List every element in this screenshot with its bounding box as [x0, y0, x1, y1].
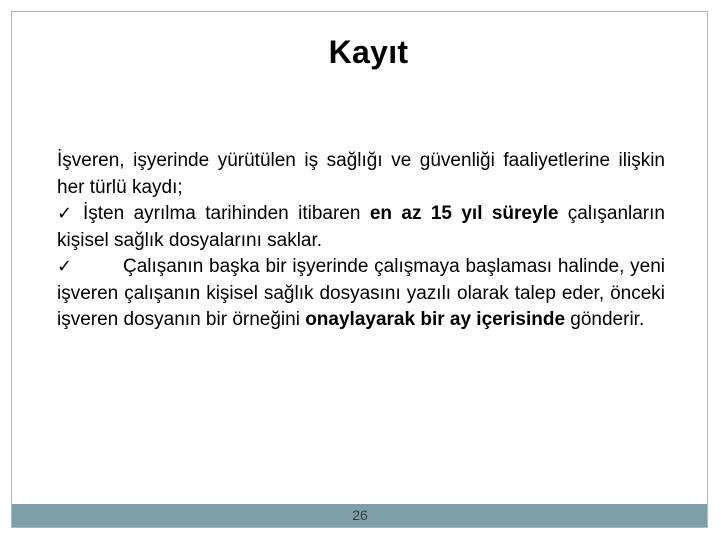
bullet-1-text: İşten ayrılma tarihinden itibaren [83, 203, 370, 224]
bullet-2-bold-text: onaylayarak bir ay içerisinde [305, 309, 566, 330]
bullet-2-text-end: gönderir. [565, 309, 645, 330]
intro-paragraph: İşveren, işyerinde yürütülen iş sağlığı ve güvenliği faaliyetlerine ilişkin her türlü kaydı; [57, 150, 665, 198]
bullet-1-bold-text: en az 15 yıl süreyle [369, 203, 559, 224]
page-number: 26 [352, 507, 368, 523]
slide-title: Kayıt [328, 34, 409, 70]
bullet-1-text-end: çalışanların kişisel sağlık dosyalarını saklar. [57, 203, 665, 251]
checkmark-icon: ✓ [57, 203, 73, 224]
bullet-2-text: Çalışanın başka bir işyerinde çalışmaya başlaması halinde, yeni işveren çalışanın kişisel sağlık dosyasını yazılı olarak talep eder, önceki işveren dosyanın bir örneğini [57, 256, 665, 330]
checkmark-icon: ✓ [57, 256, 73, 277]
bullet-item-2 [57, 254, 665, 334]
bullet-item-1 [57, 201, 665, 254]
slide-body [57, 148, 665, 334]
